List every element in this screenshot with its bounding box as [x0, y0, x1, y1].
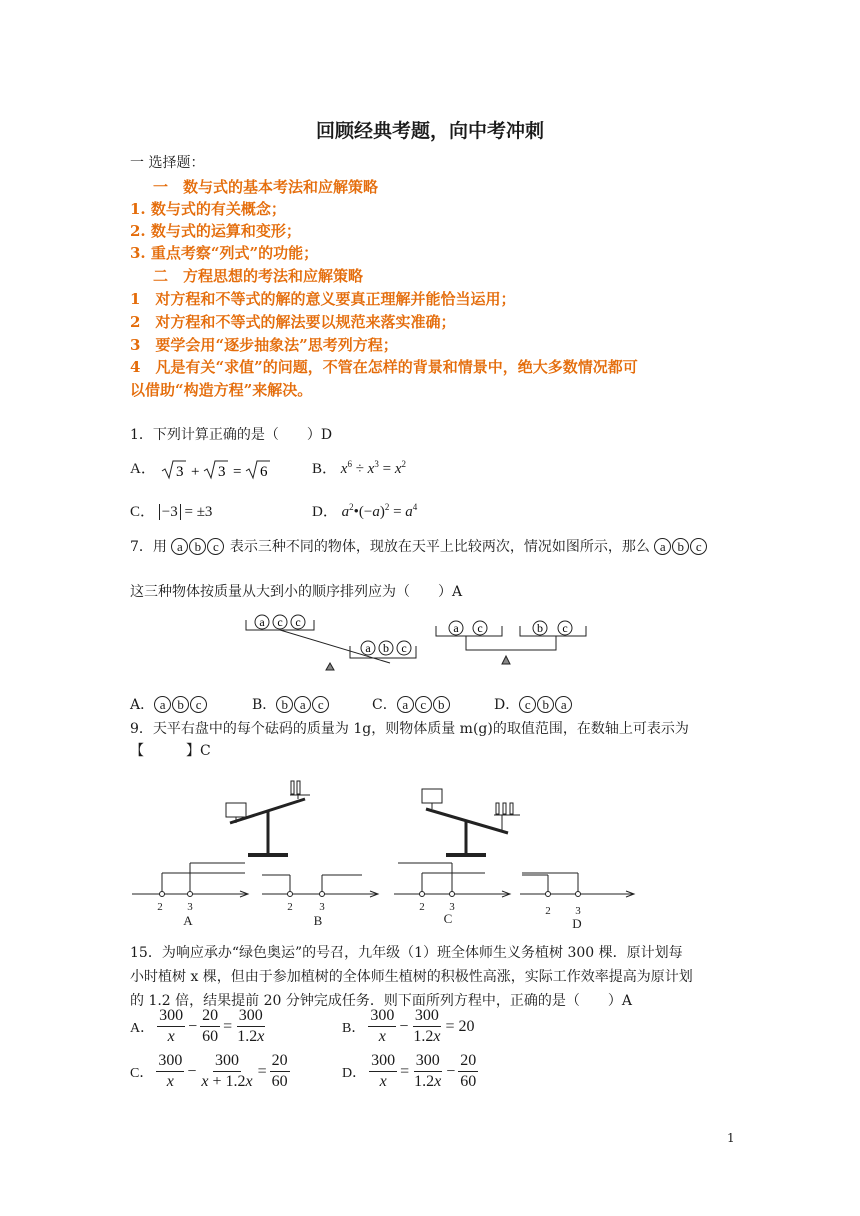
svg-text:a: a [365, 641, 371, 655]
choice-label: C [443, 911, 453, 926]
q1-stem: 1．下列计算正确的是（ ）D [130, 427, 333, 443]
svg-text:c: c [295, 615, 301, 629]
tick-label: 3 [187, 901, 193, 913]
q7-option-c: C． a c b [372, 694, 451, 714]
q9-figure [130, 775, 640, 935]
svg-text:3: 3 [175, 463, 184, 480]
q1-option-a: A． 3 + 3 = 6 [130, 457, 270, 482]
page-number: 1 [727, 1131, 735, 1145]
q1-option-d: D． $a^2•(-a)^2 = a^4$ [312, 502, 418, 520]
q7-option-b: B． b a c [252, 694, 330, 714]
q1-a-formula [160, 458, 270, 482]
section-heading: 一 选择题： [130, 155, 205, 171]
circle-c: c [207, 538, 224, 555]
q15-option-c: C． $\frac{300}{x}$ − $\frac{300}{x + 1.2x}$ = $\frac{20}{60}$ [130, 1052, 288, 1090]
tick-label: 2 [419, 901, 425, 913]
strategy-item: 4 凡是有关“求值”的问题，不管在怎样的背景和情景中，绝大多数情况都可 [130, 358, 638, 376]
q7-option-d: D． c b a [494, 694, 573, 714]
svg-text:6: 6 [259, 463, 268, 480]
circle-c: c [690, 538, 707, 555]
strategy-item: 3. 重点考察“列式”的功能； [130, 244, 319, 262]
tick-label: 2 [287, 901, 293, 913]
choice-label: D [572, 916, 582, 931]
strategy-heading-1: 一 数与式的基本考法和应解策略 [153, 178, 379, 196]
q15-option-a: A． $\frac{300}{x}$ − $\frac{20}{60}$ = $\frac{300}{1.2x}$ [130, 1007, 265, 1045]
q7-option-a: A． a b c [130, 694, 208, 714]
q15-line1: 15．为响应承办“绿色奥运”的号召，九年级（1）班全体师生义务植树 300 棵．原计划每 [130, 945, 683, 961]
q9-line1: 9．天平右盘中的每个砝码的质量为 1g，则物体质量 m(g)的取值范围，在数轴上可表示为 [130, 721, 689, 737]
svg-text:c: c [277, 615, 283, 629]
q15-option-b: B． $\frac{300}{x}$ − $\frac{300}{1.2x}$ = 20 [342, 1007, 475, 1045]
strategy-item: 2 对方程和不等式的解法要以规范来落实准确； [130, 313, 456, 331]
tick-label: 3 [575, 905, 581, 917]
page-title: 回顾经典考题，向中考冲刺 [315, 120, 544, 142]
svg-text:a: a [259, 615, 265, 629]
svg-text:b: b [537, 621, 543, 635]
svg-text:3: 3 [217, 463, 226, 480]
svg-text:=: = [232, 463, 242, 480]
svg-text:b: b [383, 641, 389, 655]
circle-a: a [654, 538, 671, 555]
q7-line1: 7．用 a b c 表示三种不同的物体，现放在天平上比较两次，情况如图所示，那么 a b c [130, 536, 708, 556]
q15-option-d: D． $\frac{300}{x}$ = $\frac{300}{1.2x}$ − $\frac{20}{60}$ [342, 1052, 477, 1090]
choice-label: B [313, 913, 323, 928]
strategy-item: 3 要学会用“逐步抽象法”思考列方程； [130, 336, 398, 354]
q7-balance-figure [240, 610, 600, 676]
strategy-item: 1. 数与式的有关概念； [130, 200, 286, 218]
strategy-heading-2: 二 方程思想的考法和应解策略 [153, 267, 364, 285]
strategy-item: 以借助“构造方程”来解决。 [130, 381, 313, 399]
svg-text:c: c [562, 621, 568, 635]
q9-line2: 【 】C [130, 743, 211, 759]
svg-text:a: a [453, 621, 459, 635]
svg-text:c: c [477, 621, 483, 635]
tick-label: 3 [449, 901, 455, 913]
choice-label: A [183, 913, 193, 928]
circle-b: b [189, 538, 206, 555]
svg-text:c: c [401, 641, 407, 655]
q15-line3: 的 1.2 倍，结果提前 20 分钟完成任务．则下面所列方程中，正确的是（ ）A [130, 993, 632, 1009]
q1-option-b: B． $x^6 \div x^3 = x^2$ [312, 459, 406, 477]
q7-line2: 这三种物体按质量从大到小的顺序排列应为（ ）A [130, 584, 463, 600]
circle-a: a [171, 538, 188, 555]
tick-label: 3 [319, 901, 325, 913]
q1-option-c: C． −3 = ±3 [130, 504, 213, 520]
strategy-item: 2. 数与式的运算和变形； [130, 222, 301, 240]
tick-label: 2 [157, 901, 163, 913]
strategy-item: 1 对方程和不等式的解的意义要真正理解并能恰当运用； [130, 290, 516, 308]
circle-b: b [672, 538, 689, 555]
q15-line2: 小时植树 x 棵，但由于参加植树的全体师生植树的积极性高涨，实际工作效率提高为原计划 [130, 969, 693, 985]
svg-text:+: + [190, 463, 200, 480]
tick-label: 2 [545, 905, 551, 917]
